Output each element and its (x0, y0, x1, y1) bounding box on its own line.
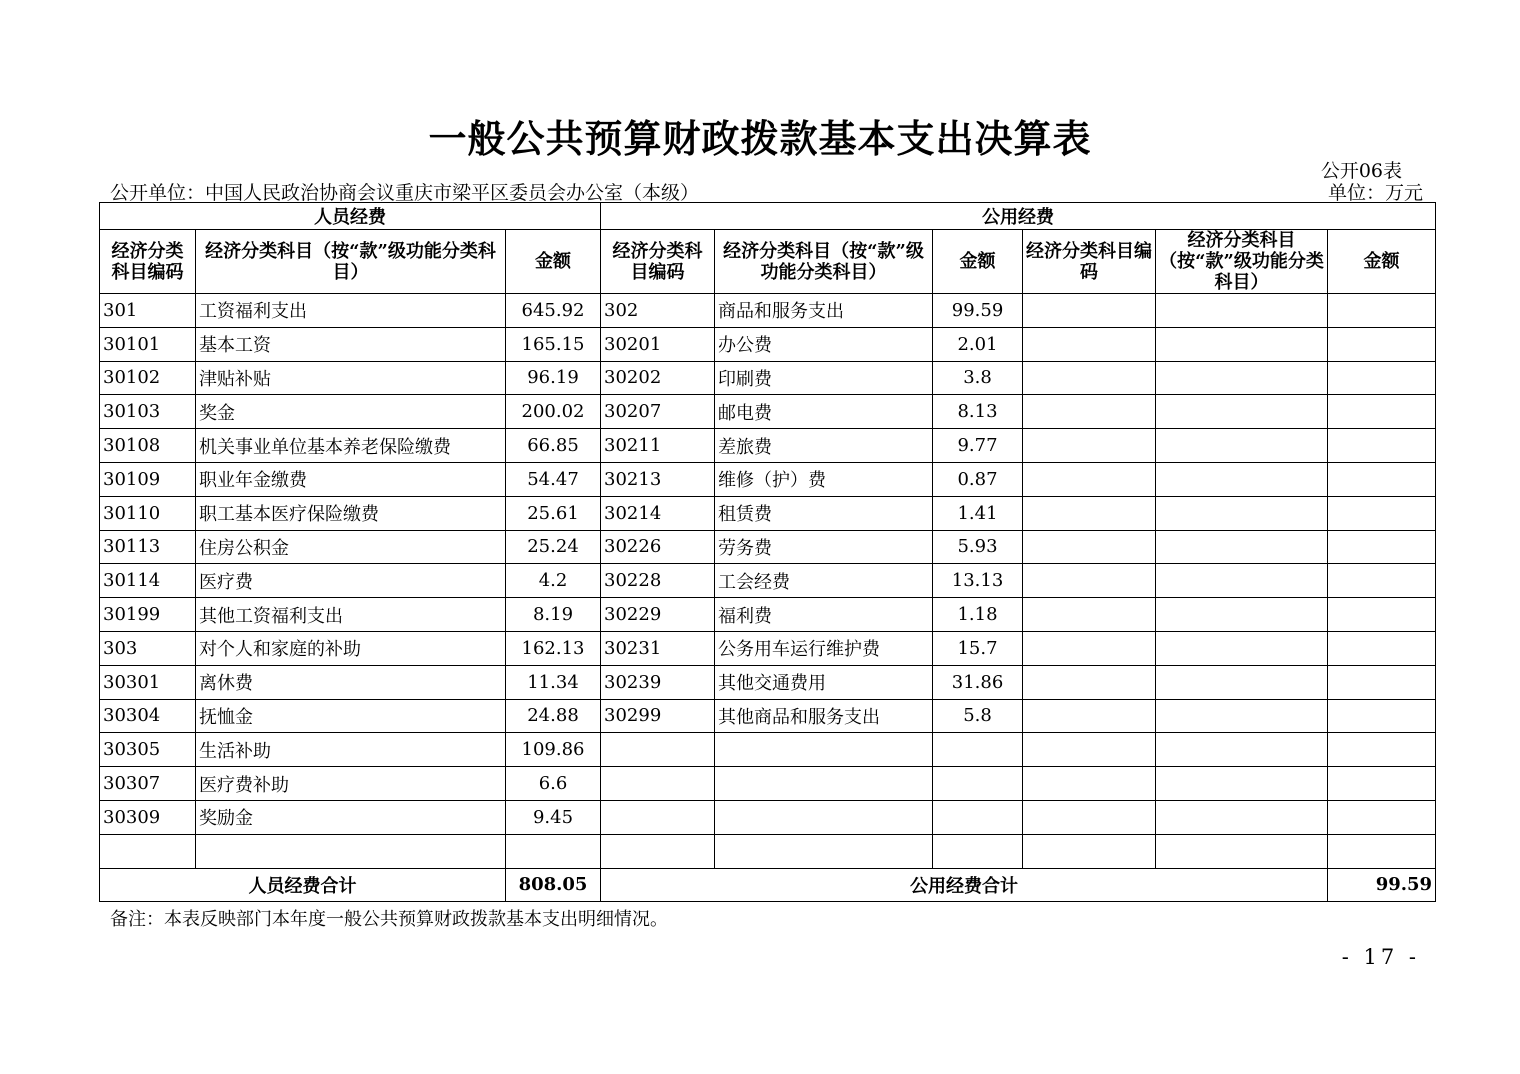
code-cell: 30202 (601, 361, 715, 395)
amount-cell: 9.45 (506, 800, 601, 834)
code-cell (601, 800, 715, 834)
public-total-label: 公用经费合计 (601, 868, 1328, 901)
amount-cell: 5.8 (933, 699, 1023, 733)
table-row (100, 631, 1436, 665)
personnel-total-value: 808.05 (506, 868, 601, 901)
header-amount: 金额 (506, 230, 601, 294)
code-cell (1023, 530, 1156, 564)
code-cell (1023, 361, 1156, 395)
name-cell: 生活补助 (196, 733, 506, 767)
table-row (100, 429, 1436, 463)
amount-cell: 1.18 (933, 598, 1023, 632)
header-name: 经济分类科目（按“款”级功能分类科目） (715, 230, 933, 294)
currency-unit: 单位：万元 (1327, 182, 1423, 204)
table-row (100, 327, 1436, 361)
amount-cell: 54.47 (506, 462, 601, 496)
totals-row (100, 868, 1436, 901)
amount-cell (1328, 598, 1436, 632)
code-cell (1023, 462, 1156, 496)
header-code: 经济分类科目编码 (100, 230, 196, 294)
code-cell: 30201 (601, 327, 715, 361)
code-cell: 30109 (100, 462, 196, 496)
reporting-unit: 公开单位：中国人民政治协商会议重庆市梁平区委员会办公室（本级） (110, 182, 700, 204)
amount-cell: 99.59 (933, 294, 1023, 328)
code-cell: 30214 (601, 496, 715, 530)
code-cell: 30229 (601, 598, 715, 632)
name-cell: 职工基本医疗保险缴费 (196, 496, 506, 530)
page-title: 一般公共预算财政拨款基本支出决算表 (428, 116, 1092, 161)
code-cell (1023, 496, 1156, 530)
amount-cell: 31.86 (933, 665, 1023, 699)
table-row (100, 800, 1436, 834)
header-amount: 金额 (1328, 230, 1436, 294)
code-cell (601, 733, 715, 767)
amount-cell (933, 733, 1023, 767)
name-cell (1156, 530, 1328, 564)
table-row (100, 361, 1436, 395)
table-row (100, 462, 1436, 496)
table-row (100, 699, 1436, 733)
code-cell: 30103 (100, 395, 196, 429)
name-cell (1156, 665, 1328, 699)
name-cell: 福利费 (715, 598, 933, 632)
amount-cell (1328, 395, 1436, 429)
header-amount: 金额 (933, 230, 1023, 294)
name-cell: 其他工资福利支出 (196, 598, 506, 632)
amount-cell (933, 767, 1023, 801)
amount-cell (1328, 327, 1436, 361)
amount-cell (1328, 429, 1436, 463)
name-cell: 公务用车运行维护费 (715, 631, 933, 665)
amount-cell: 3.8 (933, 361, 1023, 395)
name-cell: 津贴补贴 (196, 361, 506, 395)
name-cell (715, 800, 933, 834)
code-cell: 30299 (601, 699, 715, 733)
table-row (100, 395, 1436, 429)
code-cell (1023, 327, 1156, 361)
amount-cell (933, 834, 1023, 868)
code-cell: 30211 (601, 429, 715, 463)
code-cell: 30309 (100, 800, 196, 834)
amount-cell (1328, 496, 1436, 530)
amount-cell: 24.88 (506, 699, 601, 733)
name-cell (1156, 564, 1328, 598)
code-cell: 30226 (601, 530, 715, 564)
name-cell: 维修（护）费 (715, 462, 933, 496)
name-cell: 对个人和家庭的补助 (196, 631, 506, 665)
code-cell: 30213 (601, 462, 715, 496)
code-cell: 30199 (100, 598, 196, 632)
amount-cell: 162.13 (506, 631, 601, 665)
budget-table (99, 202, 1436, 902)
amount-cell: 9.77 (933, 429, 1023, 463)
amount-cell: 8.19 (506, 598, 601, 632)
amount-cell (1328, 462, 1436, 496)
public-total-value: 99.59 (1328, 868, 1436, 901)
name-cell: 租赁费 (715, 496, 933, 530)
code-cell: 30305 (100, 733, 196, 767)
amount-cell: 66.85 (506, 429, 601, 463)
amount-cell: 200.02 (506, 395, 601, 429)
amount-cell (1328, 564, 1436, 598)
header-name: 经济分类科目（按“款”级功能分类科目） (196, 230, 506, 294)
name-cell: 机关事业单位基本养老保险缴费 (196, 429, 506, 463)
name-cell: 工资福利支出 (196, 294, 506, 328)
name-cell: 离休费 (196, 665, 506, 699)
table-row (100, 767, 1436, 801)
name-cell (1156, 767, 1328, 801)
code-cell: 30301 (100, 665, 196, 699)
table-row (100, 294, 1436, 328)
code-cell: 303 (100, 631, 196, 665)
name-cell: 印刷费 (715, 361, 933, 395)
name-cell: 差旅费 (715, 429, 933, 463)
amount-cell: 0.87 (933, 462, 1023, 496)
code-cell (1023, 294, 1156, 328)
code-cell: 30307 (100, 767, 196, 801)
amount-cell: 25.61 (506, 496, 601, 530)
name-cell: 邮电费 (715, 395, 933, 429)
code-cell (1023, 631, 1156, 665)
amount-cell (1328, 294, 1436, 328)
form-number: 公开06表 (1320, 160, 1402, 182)
amount-cell: 15.7 (933, 631, 1023, 665)
amount-cell: 4.2 (506, 564, 601, 598)
amount-cell: 6.6 (506, 767, 601, 801)
code-cell (1023, 767, 1156, 801)
amount-cell: 8.13 (933, 395, 1023, 429)
code-cell (100, 834, 196, 868)
code-cell: 30110 (100, 496, 196, 530)
amount-cell (1328, 699, 1436, 733)
code-cell: 30304 (100, 699, 196, 733)
amount-cell (506, 834, 601, 868)
name-cell (1156, 598, 1328, 632)
table-row (100, 834, 1436, 868)
name-cell (1156, 395, 1328, 429)
amount-cell (1328, 800, 1436, 834)
amount-cell (1328, 767, 1436, 801)
table-row (100, 598, 1436, 632)
amount-cell (1328, 530, 1436, 564)
name-cell: 职业年金缴费 (196, 462, 506, 496)
personnel-total-label: 人员经费合计 (100, 868, 506, 901)
header-name: 经济分类科目（按“款”级功能分类科目） (1156, 230, 1328, 294)
name-cell (1156, 294, 1328, 328)
amount-cell: 13.13 (933, 564, 1023, 598)
name-cell: 医疗费补助 (196, 767, 506, 801)
amount-cell (1328, 631, 1436, 665)
code-cell: 302 (601, 294, 715, 328)
code-cell (1023, 665, 1156, 699)
code-cell (1023, 733, 1156, 767)
table-row (100, 564, 1436, 598)
code-cell (601, 834, 715, 868)
code-cell: 30207 (601, 395, 715, 429)
name-cell (1156, 429, 1328, 463)
name-cell: 基本工资 (196, 327, 506, 361)
amount-cell (1328, 665, 1436, 699)
code-cell (1023, 699, 1156, 733)
amount-cell (1328, 834, 1436, 868)
header-code: 经济分类科目编码 (1023, 230, 1156, 294)
name-cell: 办公费 (715, 327, 933, 361)
amount-cell: 109.86 (506, 733, 601, 767)
code-cell: 301 (100, 294, 196, 328)
name-cell (1156, 496, 1328, 530)
name-cell (715, 834, 933, 868)
code-cell (1023, 564, 1156, 598)
code-cell (1023, 800, 1156, 834)
amount-cell: 5.93 (933, 530, 1023, 564)
amount-cell (1328, 361, 1436, 395)
code-cell: 30231 (601, 631, 715, 665)
section-personnel: 人员经费 (100, 203, 601, 230)
amount-cell: 165.15 (506, 327, 601, 361)
amount-cell (933, 800, 1023, 834)
name-cell (1156, 462, 1328, 496)
name-cell (1156, 699, 1328, 733)
name-cell: 工会经费 (715, 564, 933, 598)
name-cell (196, 834, 506, 868)
table-row (100, 530, 1436, 564)
code-cell: 30101 (100, 327, 196, 361)
name-cell (1156, 800, 1328, 834)
name-cell (1156, 834, 1328, 868)
code-cell (1023, 834, 1156, 868)
code-cell: 30228 (601, 564, 715, 598)
code-cell: 30239 (601, 665, 715, 699)
name-cell: 奖金 (196, 395, 506, 429)
header-code: 经济分类科目编码 (601, 230, 715, 294)
code-cell: 30114 (100, 564, 196, 598)
name-cell (1156, 327, 1328, 361)
name-cell: 住房公积金 (196, 530, 506, 564)
name-cell: 其他交通费用 (715, 665, 933, 699)
code-cell (601, 767, 715, 801)
name-cell (715, 767, 933, 801)
code-cell: 30102 (100, 361, 196, 395)
page-number: - 17 - (1341, 945, 1420, 969)
name-cell: 劳务费 (715, 530, 933, 564)
name-cell (715, 733, 933, 767)
code-cell (1023, 598, 1156, 632)
name-cell: 商品和服务支出 (715, 294, 933, 328)
section-public: 公用经费 (601, 203, 1436, 230)
code-cell: 30113 (100, 530, 196, 564)
footnote: 备注：本表反映部门本年度一般公共预算财政拨款基本支出明细情况。 (110, 909, 668, 930)
code-cell (1023, 429, 1156, 463)
amount-cell: 11.34 (506, 665, 601, 699)
name-cell: 奖励金 (196, 800, 506, 834)
name-cell: 医疗费 (196, 564, 506, 598)
name-cell (1156, 733, 1328, 767)
name-cell: 抚恤金 (196, 699, 506, 733)
code-cell: 30108 (100, 429, 196, 463)
amount-cell: 645.92 (506, 294, 601, 328)
table-row (100, 733, 1436, 767)
amount-cell: 96.19 (506, 361, 601, 395)
amount-cell: 2.01 (933, 327, 1023, 361)
code-cell (1023, 395, 1156, 429)
amount-cell (1328, 733, 1436, 767)
name-cell (1156, 631, 1328, 665)
name-cell: 其他商品和服务支出 (715, 699, 933, 733)
table-row (100, 496, 1436, 530)
amount-cell: 25.24 (506, 530, 601, 564)
name-cell (1156, 361, 1328, 395)
amount-cell: 1.41 (933, 496, 1023, 530)
table-row (100, 665, 1436, 699)
